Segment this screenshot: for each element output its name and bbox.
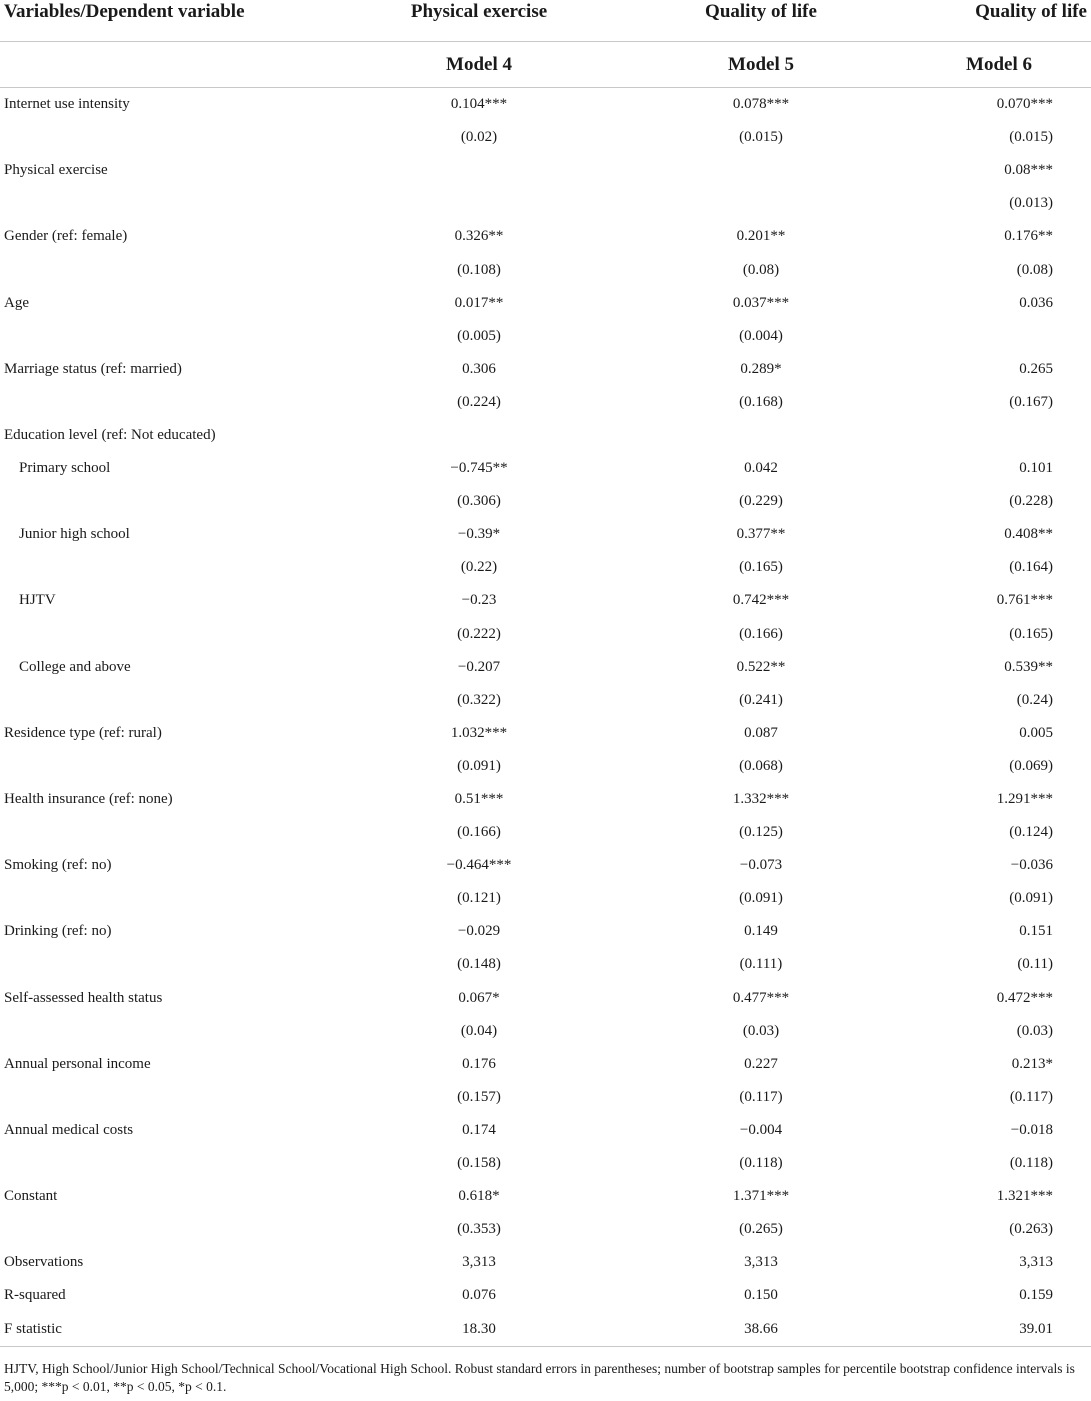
row-label xyxy=(0,253,390,286)
table-row xyxy=(0,1246,1091,1279)
value-model-4: (0.158) xyxy=(457,1155,501,1172)
value-model-4: −0.029 xyxy=(457,923,501,940)
value-model-4: 3,313 xyxy=(462,1254,496,1271)
table-row xyxy=(0,551,1091,584)
row-label xyxy=(0,684,390,717)
value-model-6: (0.118) xyxy=(1009,1155,1053,1172)
row-label: Observations xyxy=(4,1254,84,1271)
value-model-5: (0.166) xyxy=(739,625,783,642)
row-label xyxy=(0,121,390,154)
table-row xyxy=(0,452,1091,485)
table-row xyxy=(0,386,1091,419)
value-model-5: 0.078*** xyxy=(732,96,790,113)
value-model-5: (0.168) xyxy=(739,393,783,410)
value-model-5: (0.03) xyxy=(742,1022,780,1039)
table-row xyxy=(0,584,1091,617)
value-model-4: 0.618* xyxy=(458,1188,500,1205)
value-model-4: (0.353) xyxy=(457,1221,501,1238)
value-model-6 xyxy=(954,419,1091,452)
table-row xyxy=(0,982,1091,1015)
table-row xyxy=(0,154,1091,187)
value-model-5: (0.165) xyxy=(739,559,783,576)
header-dependent-var-2: Quality of life xyxy=(705,1,817,22)
table-row xyxy=(0,353,1091,386)
value-model-4 xyxy=(390,154,568,187)
row-label: HJTV xyxy=(19,592,56,609)
row-label: Internet use intensity xyxy=(4,96,130,113)
value-model-5: (0.015) xyxy=(739,129,783,146)
row-label: Physical exercise xyxy=(4,162,108,179)
value-model-6 xyxy=(954,320,1091,353)
value-model-5: (0.125) xyxy=(739,824,783,841)
row-label xyxy=(0,386,390,419)
value-model-4: (0.166) xyxy=(457,824,501,841)
value-model-4: −0.464*** xyxy=(446,857,512,874)
value-model-4: (0.222) xyxy=(457,625,501,642)
row-label: Health insurance (ref: none) xyxy=(4,791,173,808)
value-model-4: 0.104*** xyxy=(450,96,508,113)
table-row xyxy=(0,419,1091,452)
row-label: Drinking (ref: no) xyxy=(4,923,112,940)
table-row xyxy=(0,651,1091,684)
row-label: Annual medical costs xyxy=(4,1121,134,1138)
value-model-5: (0.229) xyxy=(739,493,783,510)
value-model-4 xyxy=(390,187,568,220)
value-model-6: 0.265 xyxy=(1019,360,1053,377)
value-model-4: −0.39* xyxy=(457,526,501,543)
value-model-6: (0.091) xyxy=(1009,890,1053,907)
row-label: Age xyxy=(4,294,29,311)
value-model-5: (0.068) xyxy=(739,757,783,774)
value-model-6: 0.036 xyxy=(1019,294,1053,311)
value-model-6: (0.124) xyxy=(1009,824,1053,841)
row-label: F statistic xyxy=(0,1312,390,1346)
value-model-4: 0.174 xyxy=(462,1121,496,1138)
value-model-5: (0.265) xyxy=(739,1221,783,1238)
table-row xyxy=(0,320,1091,353)
row-label xyxy=(0,750,390,783)
value-model-5: 38.66 xyxy=(568,1312,954,1346)
value-model-6: (0.117) xyxy=(1009,1088,1053,1105)
table-row xyxy=(0,88,1091,122)
table-row xyxy=(0,518,1091,551)
value-model-5 xyxy=(568,187,954,220)
table-row xyxy=(0,882,1091,915)
value-model-4: −0.745** xyxy=(450,460,508,477)
row-label xyxy=(0,320,390,353)
row-label xyxy=(0,1147,390,1180)
value-model-5: (0.111) xyxy=(739,956,783,973)
value-model-5: (0.004) xyxy=(739,327,783,344)
table-row xyxy=(0,783,1091,816)
value-model-6: 0.101 xyxy=(1019,460,1053,477)
row-label: R-squared xyxy=(4,1287,66,1304)
table-footnote: HJTV, High School/Junior High School/Technical School/Vocational High School. Robust standard errors in parentheses; number of bootstrap samples for percentile bootstrap confidence intervals is 5,000; ***p < 0.01, **p < 0.05, *p < 0.1. xyxy=(4,1361,1075,1394)
value-model-4: 0.017** xyxy=(454,294,504,311)
value-model-4: 1.032*** xyxy=(450,724,508,741)
row-label: Residence type (ref: rural) xyxy=(4,724,162,741)
table-row xyxy=(0,816,1091,849)
value-model-6: 39.01 xyxy=(954,1312,1091,1346)
table-row xyxy=(0,287,1091,320)
table-row xyxy=(0,1114,1091,1147)
value-model-5 xyxy=(568,154,954,187)
value-model-5: 0.042 xyxy=(744,460,778,477)
value-model-6: (0.167) xyxy=(1009,393,1053,410)
value-model-4: 0.067* xyxy=(458,989,500,1006)
value-model-4 xyxy=(390,419,568,452)
header-row-dependent-variables xyxy=(0,0,1091,42)
table-row xyxy=(0,121,1091,154)
value-model-5: 0.201** xyxy=(736,228,786,245)
value-model-5: 0.087 xyxy=(744,724,778,741)
value-model-6: 0.08*** xyxy=(1004,162,1053,179)
row-label xyxy=(0,187,390,220)
value-model-5: 0.227 xyxy=(744,1055,778,1072)
value-model-6: 0.176** xyxy=(1004,228,1053,245)
value-model-5 xyxy=(568,419,954,452)
row-label xyxy=(0,1015,390,1048)
value-model-4: (0.322) xyxy=(457,691,501,708)
value-model-6: (0.013) xyxy=(1009,195,1053,212)
value-model-6: (0.24) xyxy=(1016,691,1053,708)
value-model-4: (0.005) xyxy=(457,327,501,344)
table-row xyxy=(0,1180,1091,1213)
value-model-4: (0.108) xyxy=(457,261,501,278)
value-model-4: (0.148) xyxy=(457,956,501,973)
row-label xyxy=(0,948,390,981)
value-model-5: (0.241) xyxy=(739,691,783,708)
value-model-4: (0.04) xyxy=(460,1022,498,1039)
header-model-5: Model 5 xyxy=(568,42,954,88)
header-model-4: Model 4 xyxy=(390,42,568,88)
header-dependent-var-3: Quality of life xyxy=(975,1,1087,22)
table-row xyxy=(0,1081,1091,1114)
row-label: Junior high school xyxy=(19,526,130,543)
value-model-4: (0.02) xyxy=(460,129,498,146)
row-label: Marriage status (ref: married) xyxy=(4,360,182,377)
table-row xyxy=(0,618,1091,651)
value-model-5: 0.377** xyxy=(736,526,786,543)
value-model-5: 0.149 xyxy=(744,923,778,940)
header-variables-label: Variables/Dependent variable xyxy=(4,1,245,22)
table-row xyxy=(0,915,1091,948)
table-row xyxy=(0,849,1091,882)
value-model-6: 0.761*** xyxy=(996,592,1053,609)
value-model-5: (0.117) xyxy=(739,1088,783,1105)
value-model-5: 0.150 xyxy=(744,1287,778,1304)
value-model-5: 1.332*** xyxy=(732,791,790,808)
value-model-6: (0.069) xyxy=(1009,757,1053,774)
table-row xyxy=(0,220,1091,253)
table-row xyxy=(0,684,1091,717)
value-model-6: (0.263) xyxy=(1009,1221,1053,1238)
value-model-5: 0.522** xyxy=(736,658,786,675)
value-model-5: −0.073 xyxy=(739,857,783,874)
row-label: Primary school xyxy=(19,460,111,477)
table-row xyxy=(0,1312,1091,1346)
table-row xyxy=(0,717,1091,750)
row-label: Gender (ref: female) xyxy=(4,228,128,245)
row-label xyxy=(0,882,390,915)
row-label: Smoking (ref: no) xyxy=(4,857,112,874)
value-model-4: 18.30 xyxy=(390,1312,568,1346)
value-model-6: 0.070*** xyxy=(996,96,1053,113)
value-model-4: 0.51*** xyxy=(454,791,504,808)
header-row-models xyxy=(0,42,1091,88)
row-label: Constant xyxy=(4,1188,58,1205)
value-model-4: 0.326** xyxy=(454,228,504,245)
value-model-4: −0.207 xyxy=(457,658,501,675)
value-model-4: (0.306) xyxy=(457,493,501,510)
row-label xyxy=(0,485,390,518)
value-model-4: (0.157) xyxy=(457,1088,501,1105)
value-model-5: 3,313 xyxy=(744,1254,778,1271)
table-row xyxy=(0,187,1091,220)
value-model-6: (0.165) xyxy=(1009,625,1053,642)
table-row xyxy=(0,1279,1091,1312)
value-model-6: (0.08) xyxy=(1016,261,1053,278)
value-model-4: (0.22) xyxy=(460,559,498,576)
header-model-6: Model 6 xyxy=(954,42,1091,88)
value-model-5: 0.037*** xyxy=(732,294,790,311)
row-label: College and above xyxy=(19,658,131,675)
value-model-6: 0.213* xyxy=(1011,1055,1053,1072)
value-model-6: 0.408** xyxy=(1004,526,1053,543)
value-model-6: (0.11) xyxy=(1017,956,1053,973)
row-label xyxy=(0,816,390,849)
value-model-6: (0.164) xyxy=(1009,559,1053,576)
row-label xyxy=(0,618,390,651)
value-model-5: (0.118) xyxy=(739,1155,783,1172)
value-model-6: 0.151 xyxy=(1019,923,1053,940)
value-model-6: 1.291*** xyxy=(996,791,1053,808)
table-row xyxy=(0,253,1091,286)
row-label xyxy=(0,1213,390,1246)
table-row xyxy=(0,750,1091,783)
header-dependent-var-1: Physical exercise xyxy=(410,1,548,22)
value-model-5: −0.004 xyxy=(739,1121,783,1138)
value-model-6: (0.228) xyxy=(1009,493,1053,510)
table-row xyxy=(0,948,1091,981)
value-model-4: (0.224) xyxy=(457,393,501,410)
value-model-6: 1.321*** xyxy=(996,1188,1053,1205)
value-model-4: (0.091) xyxy=(457,757,501,774)
value-model-5: 1.371*** xyxy=(732,1188,790,1205)
value-model-5: 0.742*** xyxy=(732,592,790,609)
value-model-5: 0.477*** xyxy=(732,989,790,1006)
value-model-6: (0.015) xyxy=(1009,129,1053,146)
table-body xyxy=(0,88,1091,1347)
table-row xyxy=(0,485,1091,518)
table-row xyxy=(0,1147,1091,1180)
value-model-4: 0.306 xyxy=(462,360,496,377)
value-model-6: 0.539** xyxy=(1004,658,1053,675)
row-label: Education level (ref: Not educated) xyxy=(4,426,216,443)
value-model-6: 0.005 xyxy=(1019,724,1053,741)
value-model-6: (0.03) xyxy=(1016,1022,1053,1039)
table-row xyxy=(0,1213,1091,1246)
value-model-6: 0.472*** xyxy=(996,989,1053,1006)
table-row xyxy=(0,1048,1091,1081)
value-model-6: 0.159 xyxy=(1019,1287,1053,1304)
value-model-4: 0.176 xyxy=(462,1055,496,1072)
value-model-5: (0.091) xyxy=(739,890,783,907)
header-empty-cell xyxy=(0,42,390,88)
table-row xyxy=(0,1015,1091,1048)
value-model-6: 3,313 xyxy=(1019,1254,1053,1271)
value-model-4: 0.076 xyxy=(462,1287,496,1304)
row-label xyxy=(0,551,390,584)
value-model-6: −0.036 xyxy=(1010,857,1053,874)
row-label: Annual personal income xyxy=(4,1055,151,1072)
value-model-4: −0.23 xyxy=(461,592,497,609)
value-model-4: (0.121) xyxy=(457,890,501,907)
value-model-5: 0.289* xyxy=(740,360,782,377)
value-model-5: (0.08) xyxy=(742,261,780,278)
value-model-6: −0.018 xyxy=(1010,1121,1053,1138)
row-label: Self-assessed health status xyxy=(4,989,163,1006)
row-label xyxy=(0,1081,390,1114)
